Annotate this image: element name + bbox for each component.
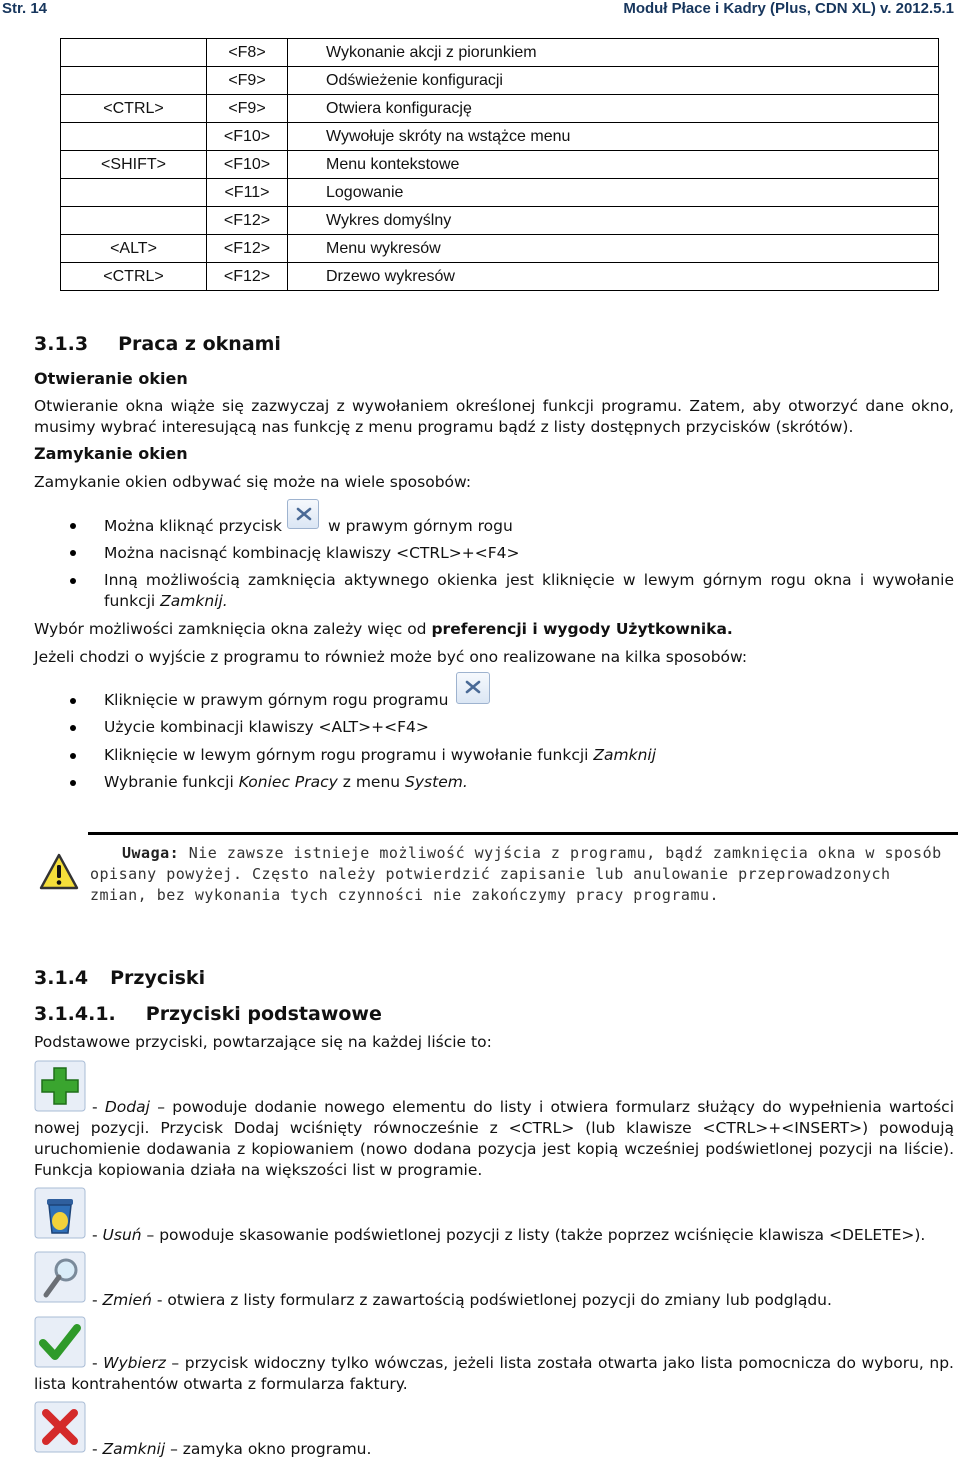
shortcut-description: Wykres domyślny <box>288 207 939 235</box>
open-windows-heading: Otwieranie okien <box>34 369 188 388</box>
exit-option-2: Użycie kombinacji klawiszy <ALT>+<F4> <box>104 718 429 736</box>
section-number: 3.1.4 <box>34 967 89 989</box>
delete-button-description: - Usuń – powoduje skasowanie podświetlonej pozycji z listy (także poprzez wciśnięcie klawisza <DELETE>). <box>92 1226 926 1244</box>
edit-button-name: Zmień <box>102 1291 152 1309</box>
bullet <box>70 780 76 786</box>
close-option-1-text-end: w prawym górnym rogu <box>327 517 513 535</box>
shortcut-modifier <box>61 39 207 67</box>
exit-option-4 <box>104 772 468 793</box>
note-label: Uwaga: <box>122 844 180 862</box>
close-button-description: - Zamknij – zamyka okno programu. <box>92 1440 372 1458</box>
shortcut-key: <F8> <box>207 39 288 67</box>
close-button-icon <box>456 672 490 704</box>
exit-option-1: Kliknięcie w prawym górnym rogu programu <box>104 691 449 709</box>
add-button-text: powoduje dodanie nowego elementu do listy i otwiera formularz służący do wypełnienia wartości nowej pozycji. Przycisk Dodaj wciśnięty równocześnie z <CTRL> (lub klawisze <CTRL>+<INSERT>) powodują uruchomienie dodawania z kopiowaniem (nowo dodana pozycja jest kopią wcześniej podświetlonej pozycji na liście). Funkcja kopiowania działa na większości list w programie. <box>34 1098 955 1179</box>
edit-button-text: - otwiera z listy formularz z zawartością podświetlonej pozycji do zmiany lub podglądu. <box>156 1291 832 1309</box>
shortcut-key: <F10> <box>207 123 288 151</box>
shortcut-row <box>61 207 939 235</box>
document-title: Moduł Płace i Kadry (Plus, CDN XL) v. 2012.5.1 <box>623 0 954 17</box>
page-number: Str. 14 <box>2 0 48 17</box>
page-header <box>0 0 960 22</box>
close-windows-heading: Zamykanie okien <box>34 444 188 463</box>
shortcut-row <box>61 123 939 151</box>
section-title: Przyciski <box>110 967 206 989</box>
shortcut-key: <F12> <box>207 235 288 263</box>
shortcut-description: Odświeżenie konfiguracji <box>288 67 939 95</box>
shortcut-description: Drzewo wykresów <box>288 263 939 291</box>
shortcut-modifier <box>61 179 207 207</box>
close-button-icon <box>287 499 319 529</box>
bullet <box>70 698 76 704</box>
add-button-name: Dodaj <box>104 1098 150 1116</box>
shortcut-row <box>61 151 939 179</box>
close-option-1-text: Można kliknąć przycisk <box>104 517 282 535</box>
trash-icon <box>34 1187 86 1239</box>
close-option-2: Można nacisnąć kombinację klawiszy <CTRL>+<F4> <box>104 544 520 562</box>
exit-option-4-text: Wybranie funkcji <box>104 773 234 791</box>
shortcut-key: <F9> <box>207 95 288 123</box>
section-3-1-3-heading <box>34 333 281 355</box>
close-windows-intro: Zamykanie okien odbywać się może na wiele sposobów: <box>34 473 472 491</box>
shortcut-description: Wywołuje skróty na wstążce menu <box>288 123 939 151</box>
shortcut-description: Otwiera konfigurację <box>288 95 939 123</box>
exit-option-4-menu: System. <box>405 773 468 791</box>
choice-text-bold: preferencji i wygody Użytkownika. <box>431 620 733 638</box>
close-button-text: zamyka okno programu. <box>182 1440 372 1458</box>
bullet <box>70 550 76 556</box>
shortcut-description: Wykonanie akcji z piorunkiem <box>288 39 939 67</box>
section-3-1-4-1-heading <box>34 1003 382 1025</box>
add-button-description: - Dodaj – powoduje dodanie nowego elementu do listy i otwiera formularz służący do wypełnienia wartości nowej pozycji. Przycisk Dodaj wciśnięty równocześnie z <CTRL> (lub klawisze <CTRL>+<INSERT>) powodują uruchomienie dodawania z kopiowaniem (nowo dodana pozycja jest kopią wcześniej podświetlonej pozycji na liście). Funkcja kopiowania działa na większości list w programie. <box>34 1098 955 1179</box>
pick-button-name: Wybierz <box>103 1354 166 1372</box>
exit-option-3 <box>104 745 656 766</box>
bullet <box>70 725 76 731</box>
shortcut-modifier <box>61 207 207 235</box>
exit-intro: Jeżeli chodzi o wyjście z programu to również może być ono realizowane na kilka sposobów: <box>34 648 748 666</box>
bullet <box>70 753 76 759</box>
magnifier-icon <box>34 1251 86 1303</box>
close-button-name: Zamknij <box>102 1440 166 1458</box>
shortcut-row <box>61 235 939 263</box>
bullet <box>70 523 76 529</box>
delete-button-text: powoduje skasowanie podświetlonej pozycji z listy (także poprzez wciśnięcie klawisza <DELETE>). <box>159 1226 926 1244</box>
shortcut-description: Menu kontekstowe <box>288 151 939 179</box>
shortcut-description: Logowanie <box>288 179 939 207</box>
section-title: Przyciski podstawowe <box>145 1003 382 1025</box>
shortcut-row <box>61 39 939 67</box>
exit-option-4-func: Koniec Pracy <box>238 773 338 791</box>
shortcut-row <box>61 179 939 207</box>
exit-option-4-mid: z menu <box>342 773 401 791</box>
note-text: Nie zawsze istnieje możliwość wyjścia z programu, bądź zamknięcia okna w sposób opisany powyżej. Często należy potwierdzić zapisanie lub anulowanie przeprowadzonych zmian, bez wykonania tych czynności nie zakończymy pracy programu. <box>90 844 942 904</box>
close-option-3-text: Inną możliwością zamknięcia aktywnego okienka jest kliknięcie w lewym górnym rogu okna i wywołanie funkcji <box>104 571 954 610</box>
shortcut-row <box>61 67 939 95</box>
section-number: 3.1.4.1. <box>34 1003 116 1025</box>
shortcut-modifier: <CTRL> <box>61 263 207 291</box>
shortcut-modifier: <ALT> <box>61 235 207 263</box>
note-box <box>90 843 954 906</box>
shortcut-key: <F12> <box>207 207 288 235</box>
choice-text-start: Wybór możliwości zamknięcia okna zależy więc od <box>34 620 427 638</box>
shortcut-modifier: <SHIFT> <box>61 151 207 179</box>
edit-button-description: - Zmień - otwiera z listy formularz z zawartością podświetlonej pozycji do zmiany lub podglądu. <box>92 1291 832 1309</box>
section-title: Praca z oknami <box>118 333 281 355</box>
shortcut-row <box>61 263 939 291</box>
open-windows-text: Otwieranie okna wiąże się zazwyczaj z wywołaniem określonej funkcji programu. Zatem, aby otworzyć dane okno, musimy wybrać interesującą nas funkcję z menu programu bądź z listy dostępnych przycisków (skrótów). <box>34 397 954 436</box>
buttons-intro: Podstawowe przyciski, powtarzające się na każdej liście to: <box>34 1033 492 1051</box>
shortcut-description: Menu wykresów <box>288 235 939 263</box>
exit-option-3-func: Zamknij <box>593 746 657 764</box>
exit-option-3-text: Kliknięcie w lewym górnym rogu programu i wywołanie funkcji <box>104 746 589 764</box>
shortcut-key: <F12> <box>207 263 288 291</box>
delete-button-name: Usuń <box>102 1226 142 1244</box>
shortcut-row <box>61 95 939 123</box>
shortcut-modifier <box>61 67 207 95</box>
shortcut-key: <F10> <box>207 151 288 179</box>
section-number: 3.1.3 <box>34 333 89 355</box>
shortcut-key: <F11> <box>207 179 288 207</box>
pick-button-description: - Wybierz – przycisk widoczny tylko wówczas, jeżeli lista została otwarta jako lista pomocnicza do wyboru, np. lista kontrahentów otwarta z formularza faktury. <box>34 1354 954 1393</box>
shortcut-modifier: <CTRL> <box>61 95 207 123</box>
bullet <box>70 578 76 584</box>
choice-text <box>34 619 733 640</box>
warning-icon <box>38 852 80 892</box>
close-option-3-func: Zamknij. <box>160 592 228 610</box>
close-red-icon <box>34 1401 86 1453</box>
shortcut-key: <F9> <box>207 67 288 95</box>
note-divider <box>88 832 958 835</box>
section-3-1-4-heading <box>34 967 205 989</box>
pick-button-text: przycisk widoczny tylko wówczas, jeżeli lista została otwarta jako lista pomocnicza do wyboru, np. lista kontrahentów otwarta z formularza faktury. <box>34 1354 954 1393</box>
shortcut-table <box>60 38 939 291</box>
close-option-3 <box>104 570 954 612</box>
shortcut-modifier <box>61 123 207 151</box>
